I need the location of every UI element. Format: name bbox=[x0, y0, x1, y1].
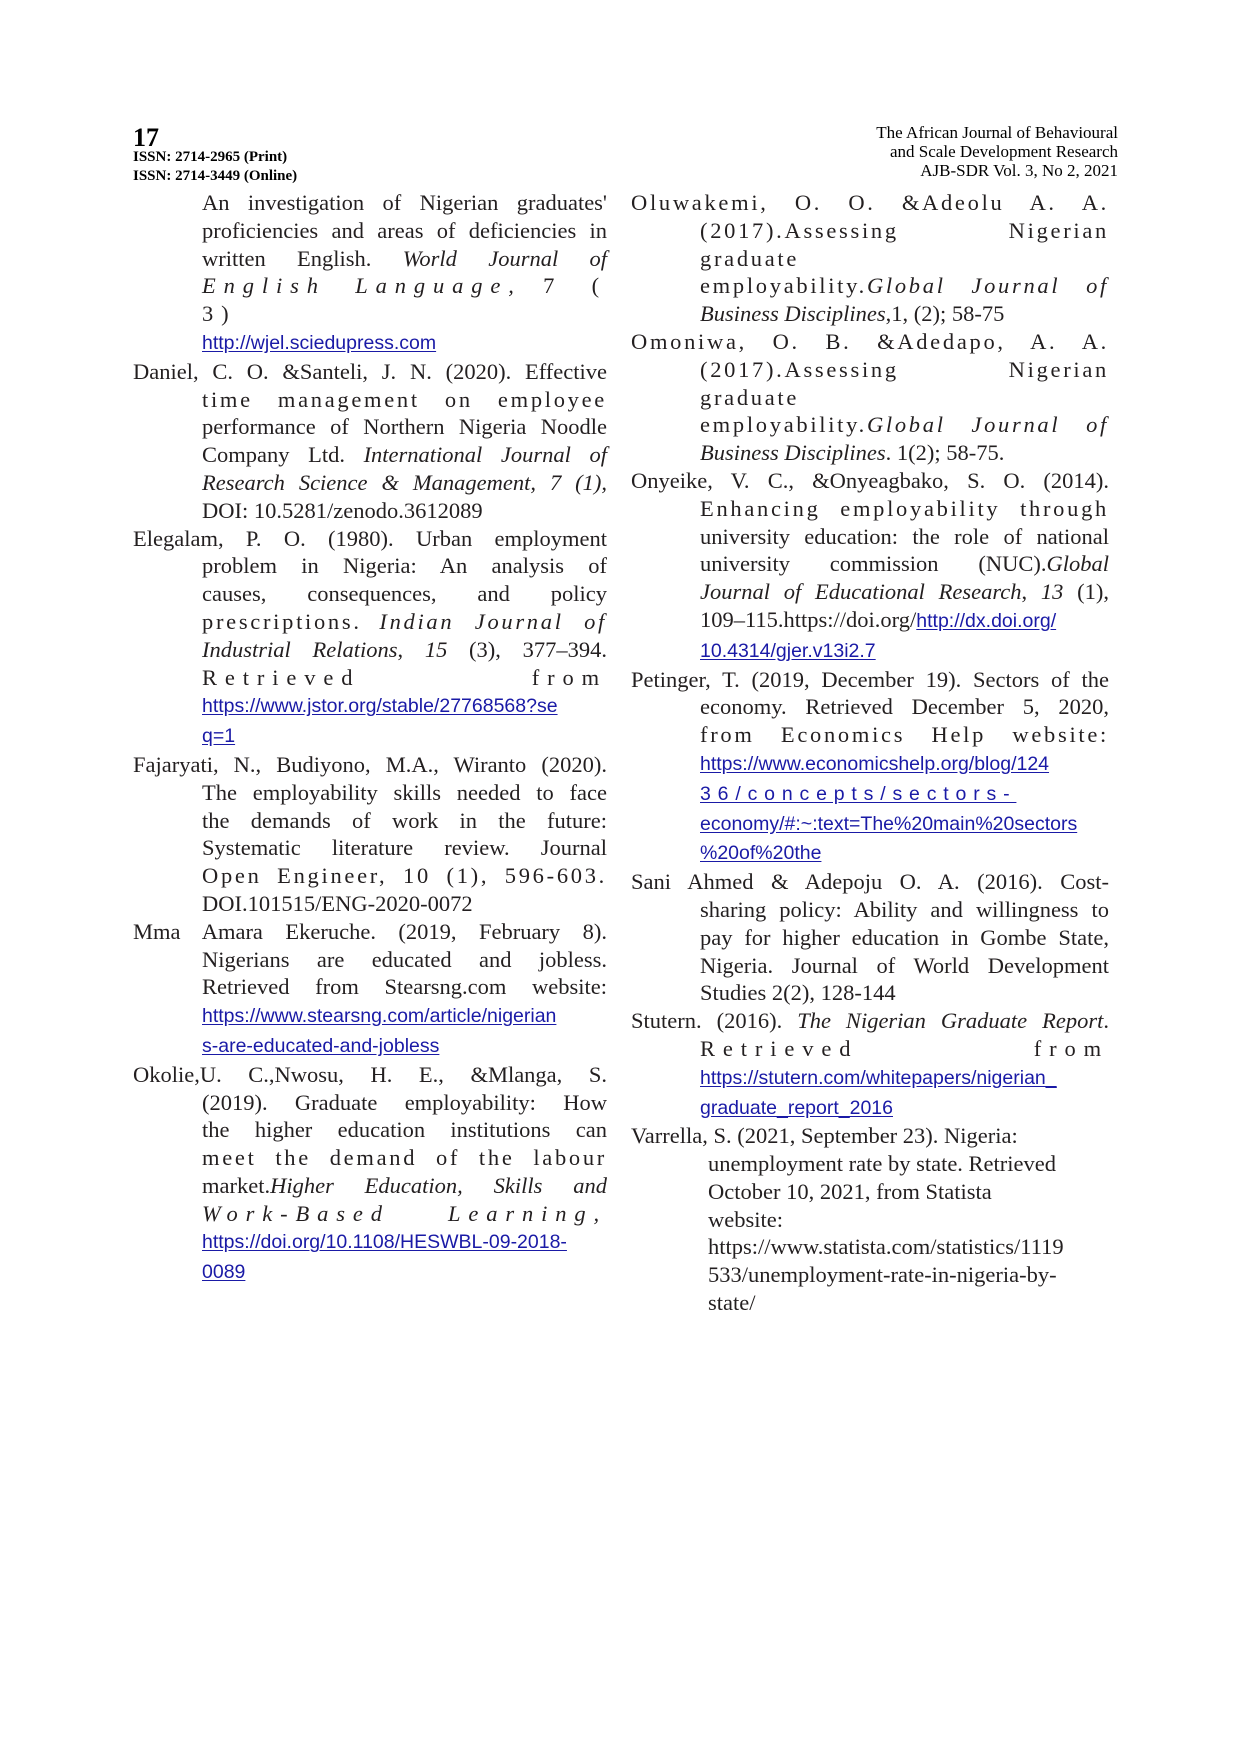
reference-link[interactable]: http://dx.doi.org/ bbox=[916, 609, 1057, 632]
reference-entry-okolie bbox=[133, 1061, 607, 1287]
ref-line: Omoniwa, O. B. &Adedapo, A. A. bbox=[631, 328, 1109, 354]
ref-text: university commission (NUC). bbox=[700, 551, 1047, 577]
ref-line bbox=[202, 245, 607, 273]
ref-line bbox=[700, 1063, 1109, 1093]
ref-text: , bbox=[397, 636, 425, 662]
ref-line: Daniel, C. O. &Santeli, J. N. (2020). Effective bbox=[133, 358, 607, 384]
ref-line bbox=[202, 1257, 607, 1287]
journal-name: Journal of Educational Research bbox=[700, 579, 1022, 605]
reference-link-continued[interactable]: %20of%20the bbox=[700, 842, 822, 865]
ref-issue: (1), bbox=[1063, 579, 1109, 605]
ref-line: Elegalam, P. O. (1980). Urban employment bbox=[133, 525, 607, 551]
journal-name: Work-Based Learning, bbox=[202, 1200, 607, 1226]
reference-entry-sani bbox=[631, 868, 1109, 1007]
ref-line: time management on employee bbox=[202, 386, 607, 412]
journal-name: International Journal of bbox=[363, 442, 607, 468]
ref-line: Systematic literature review. Journal bbox=[202, 835, 607, 861]
ref-line bbox=[700, 272, 1109, 300]
ref-line bbox=[202, 1031, 607, 1061]
ref-pages: ,1, (2); 58-75 bbox=[885, 301, 1005, 327]
ref-volume: 15 bbox=[424, 636, 448, 662]
ref-line bbox=[700, 1035, 1109, 1063]
reference-entry-ekeruche bbox=[133, 918, 607, 1061]
reference-link[interactable]: https://www.jstor.org/stable/27768568?se bbox=[202, 695, 558, 718]
ref-line: proficiencies and areas of deficiencies in bbox=[202, 217, 607, 243]
ref-line bbox=[202, 1001, 607, 1031]
ref-line: pay for higher education in Gombe State, bbox=[700, 924, 1109, 950]
ref-line bbox=[202, 721, 607, 751]
reference-link[interactable]: https://www.stearsng.com/article/nigerian bbox=[202, 1005, 557, 1028]
ref-line: Varrella, S. (2021, September 23). Nigeria: bbox=[631, 1123, 1018, 1149]
reference-link-continued[interactable]: economy/#:~:text=The%20main%20sectors bbox=[700, 812, 1078, 835]
reference-link-continued[interactable]: q=1 bbox=[202, 725, 236, 748]
journal-name: Global Journal of bbox=[866, 273, 1109, 299]
ref-text: Retrieved bbox=[202, 664, 361, 690]
ref-line bbox=[700, 578, 1109, 606]
reference-link-continued[interactable]: 0089 bbox=[202, 1261, 246, 1284]
ref-line: Mma Amara Ekeruche. (2019, February 8). bbox=[133, 918, 607, 944]
ref-line bbox=[202, 1172, 607, 1200]
ref-text: employability. bbox=[700, 412, 867, 438]
ref-line bbox=[700, 439, 1109, 467]
ref-line: Fajaryati, N., Budiyono, M.A., Wiranto (2020). bbox=[133, 751, 607, 777]
ref-line bbox=[202, 272, 607, 328]
journal-name: World Journal of bbox=[402, 245, 608, 271]
journal-name: Business Disciplines bbox=[700, 301, 886, 327]
ref-text: market. bbox=[202, 1172, 271, 1198]
ref-line: October 10, 2021, from Statista bbox=[708, 1178, 992, 1204]
ref-text: Retrieved bbox=[700, 1035, 859, 1061]
reference-entry-varrella bbox=[631, 1122, 1109, 1317]
reference-entry-elegalam bbox=[133, 525, 607, 751]
page-header-right bbox=[876, 123, 1118, 180]
ref-line bbox=[700, 550, 1109, 578]
ref-text: , bbox=[1021, 579, 1041, 605]
ref-url: state/ bbox=[708, 1290, 756, 1316]
ref-pages: . 1(2); 58-75. bbox=[885, 440, 1005, 466]
ref-text: Stutern. (2016). bbox=[631, 1008, 798, 1034]
ref-line bbox=[700, 749, 1109, 779]
journal-title-line1: The African Journal of Behavioural bbox=[876, 123, 1118, 142]
ref-line bbox=[700, 779, 1109, 809]
reference-link-continued[interactable]: s-are-educated-and-jobless bbox=[202, 1034, 440, 1057]
ref-line: sharing policy: Ability and willingness to bbox=[700, 896, 1109, 922]
reference-link-continued[interactable]: 36/concepts/sectors- bbox=[700, 782, 1017, 805]
issn-print: ISSN: 2714-2965 (Print) bbox=[133, 149, 288, 165]
reference-entry-continued bbox=[133, 189, 607, 358]
page-number: 17 bbox=[133, 123, 159, 152]
ref-line: Okolie,U. C.,Nwosu, H. E., &Mlanga, S. bbox=[133, 1061, 607, 1087]
ref-line bbox=[700, 300, 1109, 328]
ref-text: from bbox=[1033, 1035, 1109, 1061]
ref-line: meet the demand of the labour bbox=[202, 1145, 607, 1171]
ref-line: (2017).Assessing Nigerian graduate bbox=[700, 217, 1109, 271]
reference-entry-stutern bbox=[631, 1007, 1109, 1122]
ref-url: 533/unemployment-rate-in-nigeria-by- bbox=[708, 1262, 1057, 1288]
ref-volume: 7 ( 3) bbox=[202, 273, 607, 327]
ref-line: economy. Retrieved December 5, 2020, bbox=[700, 694, 1109, 720]
ref-line: the demands of work in the future: bbox=[202, 807, 607, 833]
ref-line: An investigation of Nigerian graduates' bbox=[202, 190, 607, 215]
reference-entry-fajaryati bbox=[133, 751, 607, 918]
journal-name: Higher Education, Skills and bbox=[270, 1172, 607, 1198]
ref-text: from bbox=[531, 664, 607, 690]
ref-line bbox=[202, 636, 607, 664]
ref-line: unemployment rate by state. Retrieved bbox=[708, 1151, 1057, 1177]
ref-line: from Economics Help website: bbox=[700, 722, 1109, 748]
ref-line: the higher education institutions can bbox=[202, 1117, 607, 1143]
ref-text: prescriptions. bbox=[202, 608, 362, 634]
ref-line bbox=[700, 809, 1109, 839]
reference-entry-daniel bbox=[133, 358, 607, 525]
journal-name: Global bbox=[1046, 551, 1109, 577]
ref-line bbox=[700, 1093, 1109, 1123]
report-title: The Nigerian Graduate Report bbox=[797, 1008, 1104, 1034]
reference-link[interactable]: https://doi.org/10.1108/HESWBL-09-2018- bbox=[202, 1231, 567, 1254]
ref-text: employability. bbox=[700, 273, 867, 299]
ref-line: Enhancing employability through bbox=[700, 495, 1109, 521]
ref-line: causes, consequences, and policy bbox=[202, 581, 607, 607]
ref-line bbox=[202, 608, 607, 636]
references-left-column bbox=[133, 189, 607, 1287]
ref-line: website: bbox=[708, 1206, 783, 1232]
ref-text: Company Ltd. bbox=[202, 442, 345, 468]
ref-doi: DOI: 10.5281/zenodo.3612089 bbox=[202, 497, 483, 523]
ref-line: Studies 2(2), 128-144 bbox=[700, 980, 896, 1006]
journal-name: Industrial Relations bbox=[202, 636, 398, 662]
ref-line: Oluwakemi, O. O. &Adeolu A. A. bbox=[631, 190, 1109, 215]
ref-line bbox=[202, 664, 607, 692]
journal-name: Global Journal of bbox=[866, 412, 1109, 438]
journal-name: Research Science & Management, 7 (1), bbox=[202, 469, 607, 495]
reference-entry-oluwakemi bbox=[631, 189, 1109, 328]
reference-link[interactable]: http://wjel.sciedupress.com bbox=[202, 331, 437, 354]
ref-line: Petinger, T. (2019, December 19). Sectors of the bbox=[631, 666, 1109, 692]
journal-name: English Language, bbox=[202, 273, 522, 299]
ref-line bbox=[202, 1227, 607, 1257]
journal-volume: AJB-SDR Vol. 3, No 2, 2021 bbox=[920, 161, 1118, 180]
ref-volume: 13 bbox=[1040, 579, 1064, 605]
ref-text: 109–115.https://doi.org/ bbox=[700, 606, 917, 632]
ref-line: Sani Ahmed & Adepoju O. A. (2016). Cost- bbox=[631, 869, 1109, 895]
reference-link[interactable]: https://www.economicshelp.org/blog/124 bbox=[700, 752, 1050, 775]
reference-link[interactable]: https://stutern.com/whitepapers/nigerian_ bbox=[700, 1066, 1057, 1089]
ref-line: performance of Northern Nigeria Noodle bbox=[202, 414, 607, 440]
ref-line bbox=[202, 441, 607, 469]
ref-line: problem in Nigeria: An analysis of bbox=[202, 553, 607, 579]
ref-line: (2017).Assessing Nigerian graduate bbox=[700, 356, 1109, 410]
reference-entry-petinger bbox=[631, 666, 1109, 869]
reference-entry-omoniwa bbox=[631, 328, 1109, 467]
ref-line bbox=[202, 328, 607, 358]
ref-line: university education: the role of national bbox=[700, 523, 1109, 549]
ref-url: https://www.statista.com/statistics/1119 bbox=[708, 1234, 1064, 1260]
ref-line: The employability skills needed to face bbox=[202, 779, 607, 805]
journal-title-line2: and Scale Development Research bbox=[890, 142, 1118, 161]
journal-name: Indian Journal of bbox=[379, 608, 607, 634]
journal-name: Business Disciplines bbox=[700, 440, 886, 466]
ref-line bbox=[700, 838, 1109, 868]
ref-line bbox=[631, 1007, 1110, 1035]
ref-line bbox=[700, 411, 1109, 439]
ref-line: Open Engineer, 10 (1), 596-603. bbox=[202, 863, 607, 889]
reference-entry-onyeike bbox=[631, 467, 1109, 666]
ref-pages: (3), 377–394. bbox=[447, 636, 607, 662]
ref-line bbox=[202, 469, 607, 497]
ref-doi: DOI.101515/ENG-2020-0072 bbox=[202, 890, 473, 916]
ref-line: Retrieved from Stearsng.com website: bbox=[202, 974, 607, 1000]
ref-line: Nigerians are educated and jobless. bbox=[202, 946, 607, 972]
ref-line bbox=[700, 636, 1109, 666]
ref-line: (2019). Graduate employability: How bbox=[202, 1089, 607, 1115]
reference-link-continued[interactable]: graduate_report_2016 bbox=[700, 1096, 893, 1119]
ref-line: Nigeria. Journal of World Development bbox=[700, 952, 1109, 978]
ref-text: . bbox=[1103, 1008, 1110, 1034]
ref-line bbox=[700, 606, 1109, 636]
ref-line bbox=[202, 691, 607, 721]
reference-link-continued[interactable]: 10.4314/gjer.v13i2.7 bbox=[700, 639, 876, 662]
ref-line: Onyeike, V. C., &Onyeagbako, S. O. (2014). bbox=[631, 467, 1109, 493]
issn-online: ISSN: 2714-3449 (Online) bbox=[133, 168, 298, 184]
ref-text: written English. bbox=[202, 245, 372, 271]
page-header-left bbox=[133, 123, 298, 186]
ref-line bbox=[202, 1200, 607, 1228]
references-right-column bbox=[631, 189, 1109, 1317]
